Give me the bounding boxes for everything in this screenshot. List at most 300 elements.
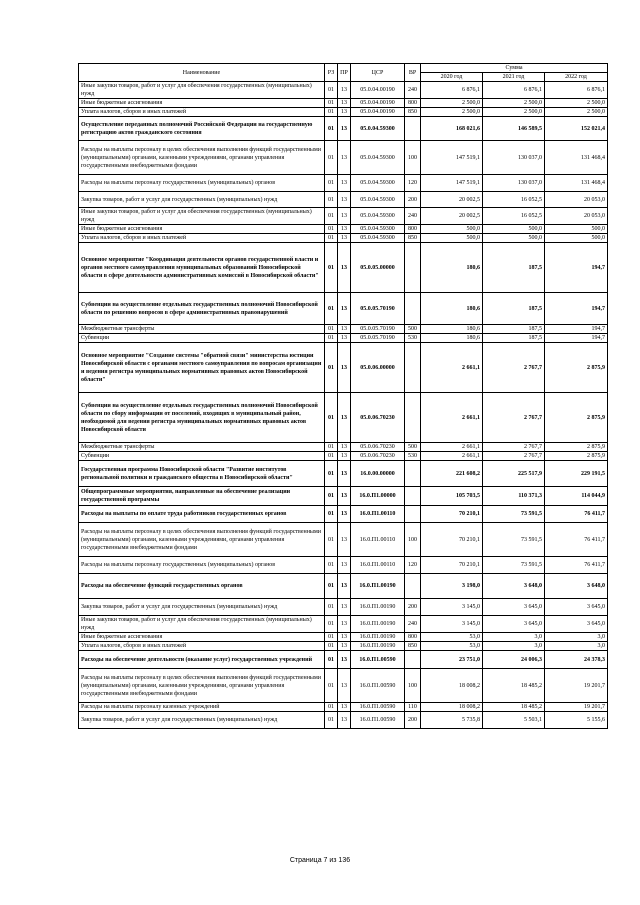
table-row [79,393,608,443]
row-csr-cell: 05.0.04.59300 [351,234,405,243]
row-vr-cell [405,461,421,487]
row-name-cell: Иные бюджетные ассигнования [79,633,325,642]
row-name-cell: Иные бюджетные ассигнования [79,225,325,234]
row-vr-cell: 200 [405,192,421,208]
row-csr-cell: 16.0.П1.00190 [351,633,405,642]
row-2021-value: 146 589,5 [483,117,545,141]
row-rz-cell: 01 [325,141,338,175]
table-row [79,108,608,117]
table-row [79,642,608,651]
row-csr-cell: 05.0.05.70190 [351,293,405,325]
row-pr-cell: 13 [338,574,351,599]
row-rz-cell: 01 [325,651,338,669]
row-2021-value: 18 485,2 [483,669,545,703]
row-2021-value: 187,5 [483,334,545,343]
row-pr-cell: 13 [338,334,351,343]
row-name-cell: Общепрограммные мероприятия, направленные на обеспечение реализации государственной программы [79,487,325,506]
row-csr-cell: 05.0.06.70230 [351,393,405,443]
row-rz-cell: 01 [325,175,338,192]
row-name-cell: Расходы на выплаты персоналу в целях обеспечения выполнения функций государственными (муниципальными) органами, казенными учреждениями, органами управления государственными внебюджетными фондами [79,669,325,703]
row-vr-cell: 100 [405,141,421,175]
row-2021-value: 500,0 [483,234,545,243]
row-csr-cell: 16.0.П1.00110 [351,523,405,557]
row-pr-cell: 13 [338,293,351,325]
table-row [79,334,608,343]
table-row [79,487,608,506]
row-2020-value: 2 661,1 [421,452,483,461]
header-sum: Сумма [421,64,608,73]
row-2022-value: 3 645,0 [545,616,608,633]
row-csr-cell: 05.0.05.70190 [351,325,405,334]
row-pr-cell: 13 [338,175,351,192]
row-rz-cell: 01 [325,334,338,343]
row-vr-cell: 240 [405,82,421,99]
row-2022-value: 114 044,9 [545,487,608,506]
row-2020-value: 221 608,2 [421,461,483,487]
row-2021-value: 16 052,5 [483,208,545,225]
row-2020-value: 3 145,0 [421,599,483,616]
row-csr-cell: 16.0.П1.00590 [351,669,405,703]
row-2021-value: 130 037,0 [483,175,545,192]
row-rz-cell: 01 [325,461,338,487]
row-csr-cell: 05.0.06.70230 [351,443,405,452]
row-vr-cell: 800 [405,633,421,642]
table-row [79,452,608,461]
row-pr-cell: 13 [338,443,351,452]
row-2020-value: 147 519,1 [421,141,483,175]
row-name-cell: Иные закупки товаров, работ и услуг для обеспечения государственных (муниципальных) нужд [79,208,325,225]
row-vr-cell: 200 [405,712,421,729]
row-csr-cell: 16.0.П1.00190 [351,574,405,599]
table-row [79,669,608,703]
table-row [79,574,608,599]
row-2021-value: 2 767,7 [483,343,545,393]
row-csr-cell: 16.0.П1.00190 [351,642,405,651]
row-vr-cell: 120 [405,175,421,192]
row-rz-cell: 01 [325,633,338,642]
row-csr-cell: 16.0.П1.00190 [351,616,405,633]
row-2020-value: 53,0 [421,633,483,642]
row-vr-cell: 800 [405,225,421,234]
row-name-cell: Расходы на выплаты персоналу государственных (муниципальных) органов [79,557,325,574]
row-2020-value: 105 703,5 [421,487,483,506]
row-2022-value: 194,7 [545,334,608,343]
table-row [79,175,608,192]
row-name-cell: Уплата налогов, сборов и иных платежей [79,108,325,117]
row-csr-cell: 16.0.П1.00110 [351,557,405,574]
row-2021-value: 16 052,5 [483,192,545,208]
row-2022-value: 500,0 [545,225,608,234]
row-2022-value: 194,7 [545,243,608,293]
row-vr-cell: 100 [405,523,421,557]
row-2022-value: 20 053,0 [545,192,608,208]
row-2022-value: 152 021,4 [545,117,608,141]
header-year-2021: 2021 год [483,73,545,82]
row-2021-value: 500,0 [483,225,545,234]
row-2020-value: 23 751,0 [421,651,483,669]
row-csr-cell: 16.0.П1.00590 [351,651,405,669]
row-vr-cell [405,243,421,293]
budget-table-container [78,63,607,729]
row-2020-value: 2 661,1 [421,393,483,443]
row-2020-value: 70 210,1 [421,523,483,557]
row-name-cell: Основное мероприятие "Создание системы "обратной связи" министерства юстиции Новосибирской области с органами местного самоуправления по вопросам организации и ведения регистра муниципальных нормативных правовых актов Новосибирской области" [79,343,325,393]
row-2020-value: 500,0 [421,225,483,234]
row-rz-cell: 01 [325,487,338,506]
table-row [79,443,608,452]
row-2022-value: 2 500,0 [545,108,608,117]
row-csr-cell: 16.0.П1.00590 [351,712,405,729]
row-name-cell: Расходы на выплаты персоналу государственных (муниципальных) органов [79,175,325,192]
row-2021-value: 2 500,0 [483,99,545,108]
table-row [79,208,608,225]
row-vr-cell: 850 [405,234,421,243]
row-name-cell: Субвенции на осуществление отдельных государственных полномочий Новосибирской области по сбору информации от поселений, входящих в муниципальный район, необходимой для ведения регистра муниципальных нормативных правовых актов Новосибирской области [79,393,325,443]
row-2022-value: 131 468,4 [545,175,608,192]
row-2021-value: 110 371,3 [483,487,545,506]
row-pr-cell: 13 [338,461,351,487]
table-row [79,192,608,208]
row-vr-cell [405,574,421,599]
row-rz-cell: 01 [325,192,338,208]
row-name-cell: Основное мероприятие "Координация деятельности органов государственной власти и органов местного самоуправления муниципальных образований Новосибирской области в сфере деятельности административных комиссий в Новосибирской области" [79,243,325,293]
row-vr-cell [405,651,421,669]
row-rz-cell: 01 [325,642,338,651]
row-2020-value: 2 500,0 [421,108,483,117]
row-vr-cell: 240 [405,208,421,225]
row-pr-cell: 13 [338,452,351,461]
row-rz-cell: 01 [325,393,338,443]
row-vr-cell [405,506,421,523]
row-rz-cell: 01 [325,225,338,234]
row-csr-cell: 05.0.06.70230 [351,452,405,461]
row-pr-cell: 13 [338,616,351,633]
row-2020-value: 6 876,1 [421,82,483,99]
row-rz-cell: 01 [325,82,338,99]
row-2020-value: 18 008,2 [421,703,483,712]
row-rz-cell: 01 [325,208,338,225]
table-row [79,141,608,175]
row-pr-cell: 13 [338,712,351,729]
table-row [79,506,608,523]
header-year-2022: 2022 год [545,73,608,82]
row-rz-cell: 01 [325,117,338,141]
row-name-cell: Уплата налогов, сборов и иных платежей [79,642,325,651]
row-pr-cell: 13 [338,225,351,234]
row-2022-value: 6 876,1 [545,82,608,99]
row-pr-cell: 13 [338,208,351,225]
row-rz-cell: 01 [325,712,338,729]
row-rz-cell: 01 [325,616,338,633]
row-2022-value: 2 875,9 [545,343,608,393]
row-pr-cell: 13 [338,523,351,557]
row-pr-cell: 13 [338,599,351,616]
row-csr-cell: 05.0.05.00000 [351,243,405,293]
row-pr-cell: 13 [338,99,351,108]
row-2020-value: 3 198,0 [421,574,483,599]
row-2021-value: 2 767,7 [483,393,545,443]
row-pr-cell: 13 [338,108,351,117]
row-2020-value: 5 735,8 [421,712,483,729]
table-row [79,293,608,325]
row-2022-value: 76 411,7 [545,523,608,557]
table-row [79,599,608,616]
row-csr-cell: 05.0.04.59300 [351,141,405,175]
row-2021-value: 2 767,7 [483,443,545,452]
row-csr-cell: 16.0.П1.00590 [351,703,405,712]
row-2021-value: 225 517,9 [483,461,545,487]
row-pr-cell: 13 [338,325,351,334]
row-name-cell: Закупка товаров, работ и услуг для государственных (муниципальных) нужд [79,712,325,729]
row-csr-cell: 05.0.04.59300 [351,117,405,141]
row-2021-value: 73 591,5 [483,557,545,574]
row-pr-cell: 13 [338,651,351,669]
header-pr: ПР [338,64,351,82]
table-row [79,616,608,633]
row-2020-value: 20 002,5 [421,192,483,208]
row-name-cell: Уплата налогов, сборов и иных платежей [79,234,325,243]
row-csr-cell: 16.0.П1.00190 [351,599,405,616]
row-2022-value: 194,7 [545,293,608,325]
row-rz-cell: 01 [325,443,338,452]
row-name-cell: Расходы на выплаты персоналу в целях обеспечения выполнения функций государственными (муниципальными) органами, казенными учреждениями, органами управления государственными внебюджетными фондами [79,141,325,175]
row-2021-value: 2 500,0 [483,108,545,117]
row-name-cell: Расходы на выплаты персоналу в целях обеспечения выполнения функций государственными (муниципальными) органами, казенными учреждениями, органами управления государственными внебюджетными фондами [79,523,325,557]
page-number: Страница 7 из 136 [289,857,351,864]
row-csr-cell: 16.0.П1.00110 [351,506,405,523]
row-2022-value: 194,7 [545,325,608,334]
table-row [79,117,608,141]
row-rz-cell: 01 [325,669,338,703]
row-2022-value: 20 053,0 [545,208,608,225]
row-pr-cell: 13 [338,234,351,243]
row-pr-cell: 13 [338,141,351,175]
row-name-cell: Межбюджетные трансферты [79,325,325,334]
row-2022-value: 2 875,9 [545,452,608,461]
budget-table [78,63,608,729]
row-2020-value: 168 021,6 [421,117,483,141]
row-2022-value: 76 411,7 [545,506,608,523]
row-rz-cell: 01 [325,99,338,108]
table-row [79,523,608,557]
row-pr-cell: 13 [338,669,351,703]
row-pr-cell: 13 [338,243,351,293]
row-vr-cell: 530 [405,452,421,461]
header-name: Наименование [79,64,325,82]
row-name-cell: Расходы на обеспечение деятельности (оказание услуг) государственных учреждений [79,651,325,669]
row-2020-value: 2 661,1 [421,343,483,393]
table-row [79,633,608,642]
row-2020-value: 180,6 [421,325,483,334]
row-name-cell: Субвенции [79,334,325,343]
row-rz-cell: 01 [325,703,338,712]
row-2021-value: 73 591,5 [483,506,545,523]
row-vr-cell: 200 [405,599,421,616]
row-name-cell: Расходы на выплаты по оплате труда работников государственных органов [79,506,325,523]
table-row [79,343,608,393]
row-vr-cell: 110 [405,703,421,712]
row-2020-value: 70 210,1 [421,557,483,574]
row-vr-cell: 500 [405,325,421,334]
row-2021-value: 24 006,3 [483,651,545,669]
row-2020-value: 500,0 [421,234,483,243]
row-2021-value: 187,5 [483,243,545,293]
row-2020-value: 2 661,1 [421,443,483,452]
row-2022-value: 2 500,0 [545,99,608,108]
row-name-cell: Расходы на выплаты персоналу казенных учреждений [79,703,325,712]
row-vr-cell [405,117,421,141]
row-2020-value: 180,6 [421,293,483,325]
row-pr-cell: 13 [338,192,351,208]
table-row [79,651,608,669]
row-2021-value: 187,5 [483,325,545,334]
row-2021-value: 6 876,1 [483,82,545,99]
row-rz-cell: 01 [325,452,338,461]
table-row [79,325,608,334]
row-rz-cell: 01 [325,557,338,574]
row-2022-value: 19 201,7 [545,703,608,712]
row-name-cell: Межбюджетные трансферты [79,443,325,452]
row-pr-cell: 13 [338,487,351,506]
row-vr-cell: 500 [405,443,421,452]
row-2021-value: 3,0 [483,642,545,651]
row-name-cell: Закупка товаров, работ и услуг для государственных (муниципальных) нужд [79,599,325,616]
row-2020-value: 53,0 [421,642,483,651]
row-rz-cell: 01 [325,325,338,334]
row-2022-value: 3,0 [545,642,608,651]
row-csr-cell: 05.0.04.59300 [351,208,405,225]
row-2020-value: 70 210,1 [421,506,483,523]
row-vr-cell: 850 [405,642,421,651]
row-2020-value: 3 145,0 [421,616,483,633]
row-2022-value: 500,0 [545,234,608,243]
table-row [79,225,608,234]
row-2022-value: 2 875,9 [545,393,608,443]
row-csr-cell: 05.0.04.59300 [351,192,405,208]
row-2021-value: 3 648,0 [483,574,545,599]
row-vr-cell [405,393,421,443]
row-csr-cell: 05.0.04.00190 [351,108,405,117]
row-vr-cell [405,487,421,506]
row-vr-cell [405,343,421,393]
row-rz-cell: 01 [325,523,338,557]
row-2020-value: 20 002,5 [421,208,483,225]
row-csr-cell: 05.0.04.59300 [351,225,405,234]
table-row [79,712,608,729]
row-vr-cell: 100 [405,669,421,703]
row-2021-value: 73 591,5 [483,523,545,557]
row-2022-value: 76 411,7 [545,557,608,574]
row-2021-value: 2 767,7 [483,452,545,461]
row-csr-cell: 16.0.П1.00000 [351,487,405,506]
row-vr-cell: 530 [405,334,421,343]
row-pr-cell: 13 [338,343,351,393]
table-row [79,243,608,293]
row-csr-cell: 05.0.04.00190 [351,82,405,99]
row-2021-value: 3 645,0 [483,616,545,633]
row-pr-cell: 13 [338,633,351,642]
row-pr-cell: 13 [338,642,351,651]
row-2021-value: 130 037,0 [483,141,545,175]
header-rz: РЗ [325,64,338,82]
row-2022-value: 19 201,7 [545,669,608,703]
table-row [79,703,608,712]
row-2022-value: 131 468,4 [545,141,608,175]
row-rz-cell: 01 [325,343,338,393]
row-name-cell: Иные закупки товаров, работ и услуг для обеспечения государственных (муниципальных) нужд [79,616,325,633]
row-pr-cell: 13 [338,393,351,443]
row-2021-value: 187,5 [483,293,545,325]
row-2020-value: 180,6 [421,334,483,343]
row-rz-cell: 01 [325,599,338,616]
row-name-cell: Субвенции на осуществление отдельных государственных полномочий Новосибирской области по решению вопросов в сфере административных правонарушений [79,293,325,325]
header-vr: ВР [405,64,421,82]
row-2022-value: 3 648,0 [545,574,608,599]
row-pr-cell: 13 [338,117,351,141]
row-2021-value: 5 503,1 [483,712,545,729]
row-2020-value: 147 519,1 [421,175,483,192]
row-vr-cell: 240 [405,616,421,633]
row-csr-cell: 05.0.06.00000 [351,343,405,393]
row-rz-cell: 01 [325,506,338,523]
row-pr-cell: 13 [338,82,351,99]
row-rz-cell: 01 [325,234,338,243]
row-vr-cell [405,293,421,325]
row-name-cell: Расходы на обеспечение функций государственных органов [79,574,325,599]
row-name-cell: Осуществление переданных полномочий Российской Федерации на государственную регистрацию актов гражданского состояния [79,117,325,141]
row-2021-value: 18 485,2 [483,703,545,712]
row-pr-cell: 13 [338,703,351,712]
row-rz-cell: 01 [325,108,338,117]
table-row [79,461,608,487]
row-2022-value: 5 155,6 [545,712,608,729]
row-2020-value: 18 008,2 [421,669,483,703]
row-2021-value: 3,0 [483,633,545,642]
row-name-cell: Закупка товаров, работ и услуг для государственных (муниципальных) нужд [79,192,325,208]
table-row [79,99,608,108]
row-name-cell: Иные закупки товаров, работ и услуг для обеспечения государственных (муниципальных) нужд [79,82,325,99]
row-vr-cell: 850 [405,108,421,117]
row-csr-cell: 05.0.05.70190 [351,334,405,343]
row-csr-cell: 05.0.04.59300 [351,175,405,192]
header-csr: ЦСР [351,64,405,82]
table-row [79,82,608,99]
row-2020-value: 2 500,0 [421,99,483,108]
row-rz-cell: 01 [325,293,338,325]
row-name-cell: Государственная программа Новосибирской области "Развитие институтов региональной политики и гражданского общества в Новосибирской области" [79,461,325,487]
row-rz-cell: 01 [325,243,338,293]
row-name-cell: Иные бюджетные ассигнования [79,99,325,108]
row-rz-cell: 01 [325,574,338,599]
row-2022-value: 229 191,5 [545,461,608,487]
row-2022-value: 2 875,9 [545,443,608,452]
row-2021-value: 3 645,0 [483,599,545,616]
table-row [79,234,608,243]
header-year-2020: 2020 год [421,73,483,82]
row-csr-cell: 05.0.04.00190 [351,99,405,108]
row-name-cell: Субвенции [79,452,325,461]
row-vr-cell: 800 [405,99,421,108]
row-2022-value: 3 645,0 [545,599,608,616]
row-2022-value: 3,0 [545,633,608,642]
row-csr-cell: 16.0.00.00000 [351,461,405,487]
row-2020-value: 180,6 [421,243,483,293]
row-vr-cell: 120 [405,557,421,574]
row-2022-value: 24 378,3 [545,651,608,669]
table-body [79,82,608,729]
table-row [79,557,608,574]
row-pr-cell: 13 [338,557,351,574]
